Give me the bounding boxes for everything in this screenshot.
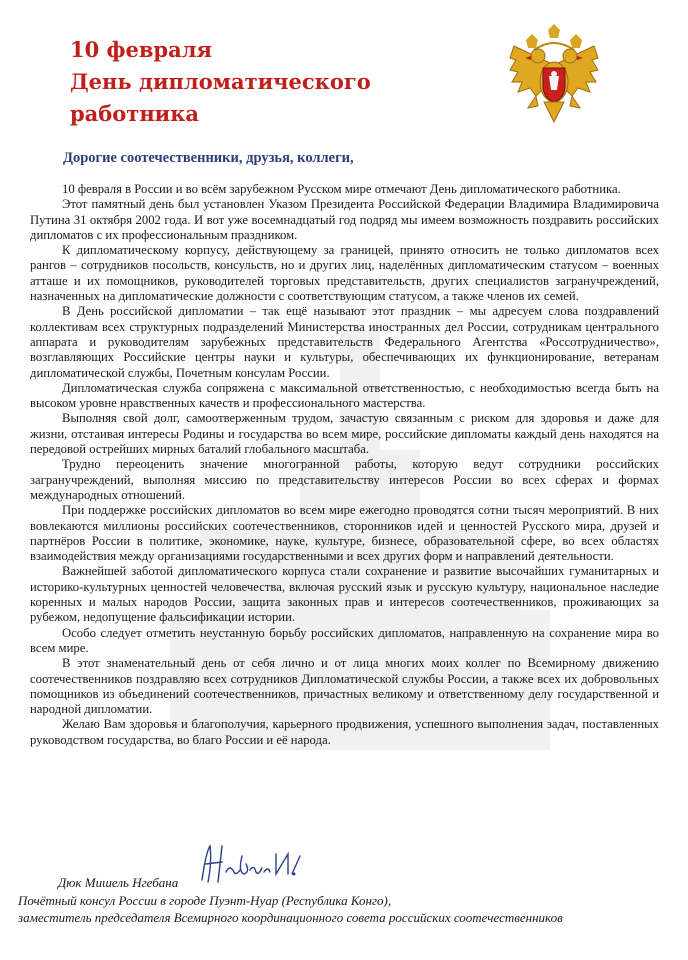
signer-name: Дюк Мишель Нгебана	[58, 875, 179, 890]
title-line-3: работника	[70, 101, 200, 126]
letter-body	[30, 182, 659, 748]
paragraph: 10 февраля в России и во всём зарубежном Русском мире отмечают День дипломатического работника.	[62, 182, 621, 196]
paragraph: К дипломатическому корпусу, действующему за границей, принято относить не только дипломатов всех рангов – сотрудников посольств, консульств, но и других лиц, наделённых дипломатическим статусом – военных атташе и их помощников, руководителей торговых представительств, других специалистов загранучреждений, назначенных на дипломатические должности с соответствующим статусом, а также членов их семей.	[30, 243, 659, 304]
paragraph: Желаю Вам здоровья и благополучия, карьерного продвижения, успешного выполнения задач, поставленных руководством государства, во благо России и её народа.	[30, 717, 659, 747]
paragraph: Важнейшей заботой дипломатического корпуса стали сохранение и развитие высочайших гуманитарных и историко-культурных ценностей человечества, включая русский язык и русскую культуру, национальное наследие коренных и малых народов России, защита законных прав и интересов соотечественников, проживающих за рубежом, недопущение фальсификации истории.	[30, 564, 659, 625]
paragraph: Трудно переоценить значение многогранной работы, которую ведут сотрудники российских загранучреждений, выполняя миссию по представительству интересов России во всех сферах и формах международных отношений.	[30, 457, 659, 502]
paragraph: Выполняя свой долг, самоотверженным трудом, зачастую связанным с риском для здоровья и даже для жизни, отстаивая интересы Родины и государства во всем мире, российские дипломаты каждый день находятся на передовой острейших мирных баталий глобального масштаба.	[30, 411, 659, 457]
page-title	[70, 34, 371, 130]
paragraph: Дипломатическая служба сопряжена с максимальной ответственностью, с необходимостью всегда быть на высоком уровне нравственных качеств и профессионального мастерства.	[30, 380, 659, 411]
russian-coat-of-arms-icon	[508, 24, 600, 130]
paragraph: Особо следует отметить неустанную борьбу российских дипломатов, направленную на сохранение мира во всем мире.	[30, 625, 659, 655]
signer-position: заместитель председателя Всемирного координационного совета российских соотечественников	[18, 910, 563, 925]
paragraph: При поддержке российских дипломатов во всем мире ежегодно проводятся сотни тысяч мероприятий. В них вовлекаются миллионы российских соотечественников, сторонников идей и ценностей Русского мира, друзей и партнёров России в политике, экономике, науке, культуре, бизнесе, образовательной сфере, во всех областях взаимодействия между организациями государственными и всех других форм и направлений деятельности.	[30, 503, 659, 564]
title-date: 10 февраля	[70, 37, 213, 62]
signer-title: Почётный консул России в городе Пуэнт-Нуар (Республика Конго),	[18, 892, 392, 908]
paragraph: В этот знаменательный день от себя лично и от лица многих моих коллег по Всемирному движению соотечественников поздравляю всех сотрудников Дипломатической службы России, а также всех их добровольных помощников из объединений соотечественников, причастных великому и ответственному делу государственной и народной дипломатии.	[30, 656, 659, 717]
paragraph: Этот памятный день был установлен Указом Президента Российской Федерации Владимира Владимировича Путина 31 октября 2002 года. И вот уже восемнадцатый год подряд мы имеем возможность поздравить российских дипломатов с их профессиональным праздником.	[30, 197, 659, 242]
title-line-2: День дипломатического	[70, 69, 371, 94]
paragraph: В День российской дипломатии – так ещё называют этот праздник – мы адресуем слова поздравлений коллективам всех структурных подразделений Министерства иностранных дел России, сотрудникам центрального аппарата и руководителям зарубежных представительств Федерального Агентства «Россотрудничество», возглавляющих Российские центры науки и культуры, обеспечивающих их функционирование, ветеранам дипломатической службы, Почетным консулам России.	[30, 304, 659, 380]
greeting-line: Дорогие соотечественники, друзья, коллеги,	[63, 150, 354, 166]
signature-block	[18, 874, 658, 927]
